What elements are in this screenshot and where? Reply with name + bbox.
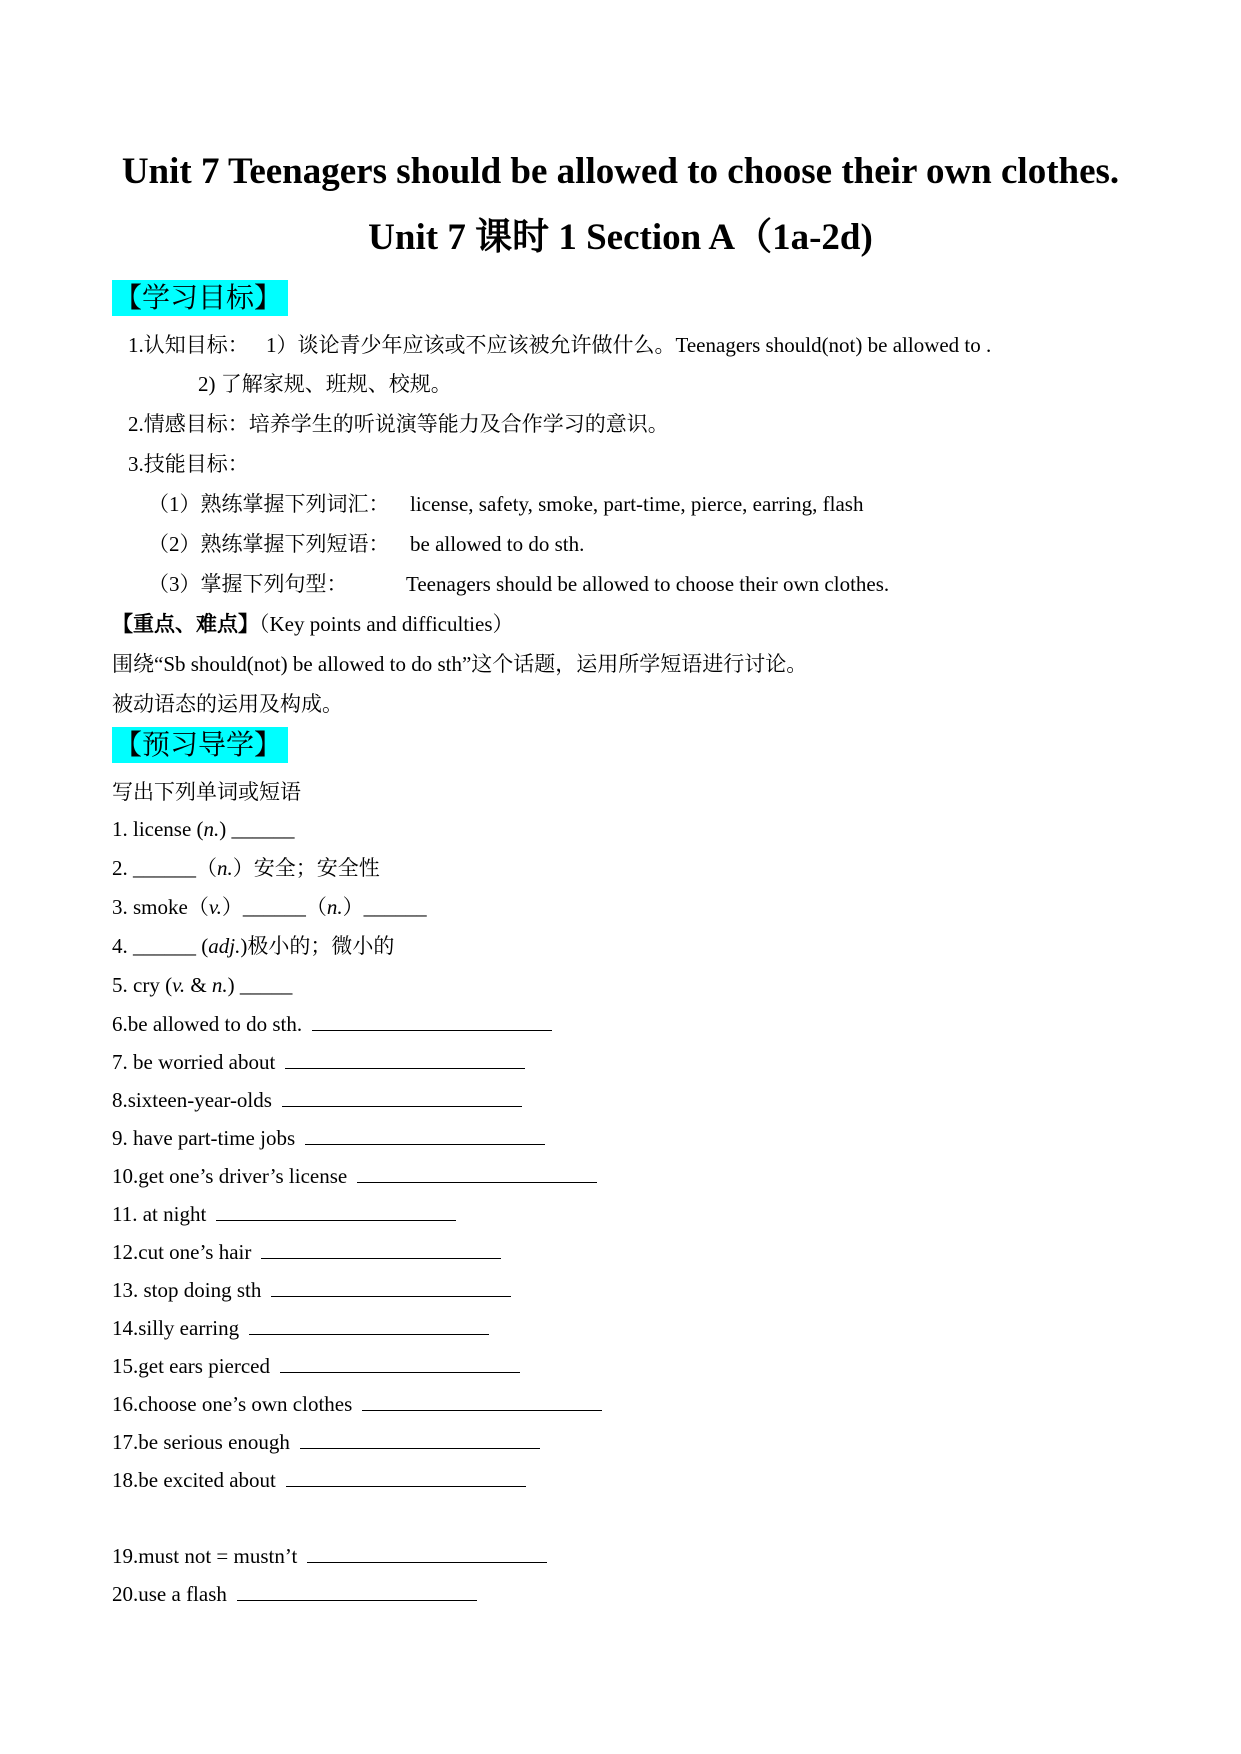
part-of-speech: n. xyxy=(211,973,228,997)
vocab-item-2-text: ）安全；安全性 xyxy=(232,856,380,880)
part-of-speech: v. xyxy=(172,973,186,997)
vocab-item-3 xyxy=(112,894,427,920)
phrase-text: 12.cut one’s hair xyxy=(112,1240,252,1264)
answer-blank[interactable] xyxy=(249,1314,489,1335)
part-of-speech: n. xyxy=(217,856,233,880)
skill-goal-1-value: license, safety, smoke, part-time, pierce, earring, flash xyxy=(410,492,864,516)
vocab-item-4 xyxy=(112,933,394,959)
phrase-item xyxy=(112,1010,552,1037)
learning-goals-header: 【学习目标】 xyxy=(112,280,288,316)
phrase-item xyxy=(112,1124,545,1151)
answer-blank[interactable] xyxy=(216,1200,456,1221)
unit-title: Unit 7 Teenagers should be allowed to choose their own clothes. xyxy=(121,151,1120,192)
answer-blank[interactable] xyxy=(362,1390,602,1411)
answer-blank[interactable] xyxy=(300,1428,540,1449)
skill-goal-1 xyxy=(148,491,863,517)
phrase-text: 13. stop doing sth xyxy=(112,1278,262,1302)
skill-goal-2-value: be allowed to do sth. xyxy=(410,532,585,556)
key-points-label: 【重点、难点】 xyxy=(112,612,259,636)
skill-goal-3-label: （3）掌握下列句型： xyxy=(148,572,348,596)
phrase-text: 8.sixteen-year-olds xyxy=(112,1088,272,1112)
phrase-item xyxy=(112,1466,526,1493)
part-of-speech: adj. xyxy=(208,934,241,958)
skill-goal-3 xyxy=(148,571,889,597)
answer-blank[interactable] xyxy=(307,1542,547,1563)
vocab-item-3-blank-2: ）______ xyxy=(342,895,427,919)
answer-blank[interactable] xyxy=(280,1352,520,1373)
part-of-speech: n. xyxy=(203,817,220,841)
phrase-item xyxy=(112,1086,522,1113)
key-point-2: 被动语态的运用及构成。 xyxy=(112,692,343,716)
answer-blank[interactable] xyxy=(237,1580,477,1601)
phrase-item xyxy=(112,1276,511,1303)
answer-blank[interactable] xyxy=(286,1466,526,1487)
answer-blank[interactable] xyxy=(357,1162,597,1183)
phrase-item xyxy=(112,1390,602,1417)
phrase-item xyxy=(112,1200,456,1227)
phrase-item xyxy=(112,1048,525,1075)
phrase-text: 16.choose one’s own clothes xyxy=(112,1392,353,1416)
phrase-text: 10.get one’s driver’s license xyxy=(112,1164,348,1188)
vocab-item-5-blank: ) _____ xyxy=(227,973,293,997)
vocab-item-3-blank: ）______（ xyxy=(221,895,327,919)
preview-header: 【预习导学】 xyxy=(112,727,288,763)
answer-blank[interactable] xyxy=(271,1276,511,1297)
preview-instruction: 写出下列单词或短语 xyxy=(112,780,301,804)
phrase-text: 20.use a flash xyxy=(112,1582,227,1606)
phrase-text: 18.be excited about xyxy=(112,1468,276,1492)
cognitive-goal-line xyxy=(128,332,991,358)
part-of-speech: n. xyxy=(326,895,343,919)
conjunction: & xyxy=(185,973,212,997)
emotional-goal: 2.情感目标：培养学生的听说演等能力及合作学习的意识。 xyxy=(128,412,669,436)
phrase-text: 14.silly earring xyxy=(112,1316,240,1340)
vocab-item-2 xyxy=(112,855,380,881)
skill-goal-2 xyxy=(148,531,584,557)
phrase-item xyxy=(112,1162,597,1189)
part-of-speech: v. xyxy=(208,895,222,919)
phrase-item xyxy=(112,1352,520,1379)
vocab-item-1-blank: ) ______ xyxy=(219,817,295,841)
vocab-item-2-blank: 2. ______（ xyxy=(112,856,217,880)
phrase-item xyxy=(112,1542,547,1569)
vocab-item-5 xyxy=(112,972,292,998)
phrase-text: 7. be worried about xyxy=(112,1050,276,1074)
phrase-item xyxy=(112,1428,540,1455)
answer-blank[interactable] xyxy=(305,1124,545,1145)
key-points-heading xyxy=(112,611,514,637)
answer-blank[interactable] xyxy=(312,1010,552,1031)
vocab-item-1 xyxy=(112,816,295,842)
vocab-item-5-text: 5. cry ( xyxy=(112,973,173,997)
skill-goal-1-label: （1）熟练掌握下列词汇： xyxy=(148,492,390,516)
answer-blank[interactable] xyxy=(282,1086,522,1107)
vocab-item-4-text: )极小的；微小的 xyxy=(240,934,395,958)
phrase-item xyxy=(112,1580,477,1607)
skill-goal-label: 3.技能目标： xyxy=(128,452,249,476)
vocab-item-4-blank: 4. ______ ( xyxy=(112,934,209,958)
phrase-text: 11. at night xyxy=(112,1202,207,1226)
key-point-1: 围绕“Sb should(not) be allowed to do sth”这个话题，运用所学短语进行讨论。 xyxy=(112,652,808,676)
cognitive-goal-label: 1.认知目标： xyxy=(128,333,249,357)
skill-goal-2-label: （2）熟练掌握下列短语： xyxy=(148,532,390,556)
vocab-item-3-text: 3. smoke（ xyxy=(112,895,209,919)
section-title: Unit 7 课时 1 Section A（1a-2d) xyxy=(368,217,873,258)
phrase-text: 19.must not = mustn’t xyxy=(112,1544,298,1568)
vocab-item-1-text: 1. license ( xyxy=(112,817,204,841)
skill-goal-3-value: Teenagers should be allowed to choose their own clothes. xyxy=(406,572,890,596)
cognitive-goal-1: 1）谈论青少年应该或不应该被允许做什么。Teenagers should(not) be allowed to . xyxy=(266,333,992,357)
phrase-item xyxy=(112,1314,489,1341)
answer-blank[interactable] xyxy=(285,1048,525,1069)
key-points-label-en: （Key points and difficulties） xyxy=(259,612,514,636)
phrase-text: 15.get ears pierced xyxy=(112,1354,271,1378)
phrase-text: 6.be allowed to do sth. xyxy=(112,1012,303,1036)
phrase-item xyxy=(112,1238,501,1265)
answer-blank[interactable] xyxy=(261,1238,501,1259)
phrase-text: 17.be serious enough xyxy=(112,1430,290,1454)
cognitive-goal-2: 2) 了解家规、班规、校规。 xyxy=(198,372,452,396)
phrase-text: 9. have part-time jobs xyxy=(112,1126,296,1150)
